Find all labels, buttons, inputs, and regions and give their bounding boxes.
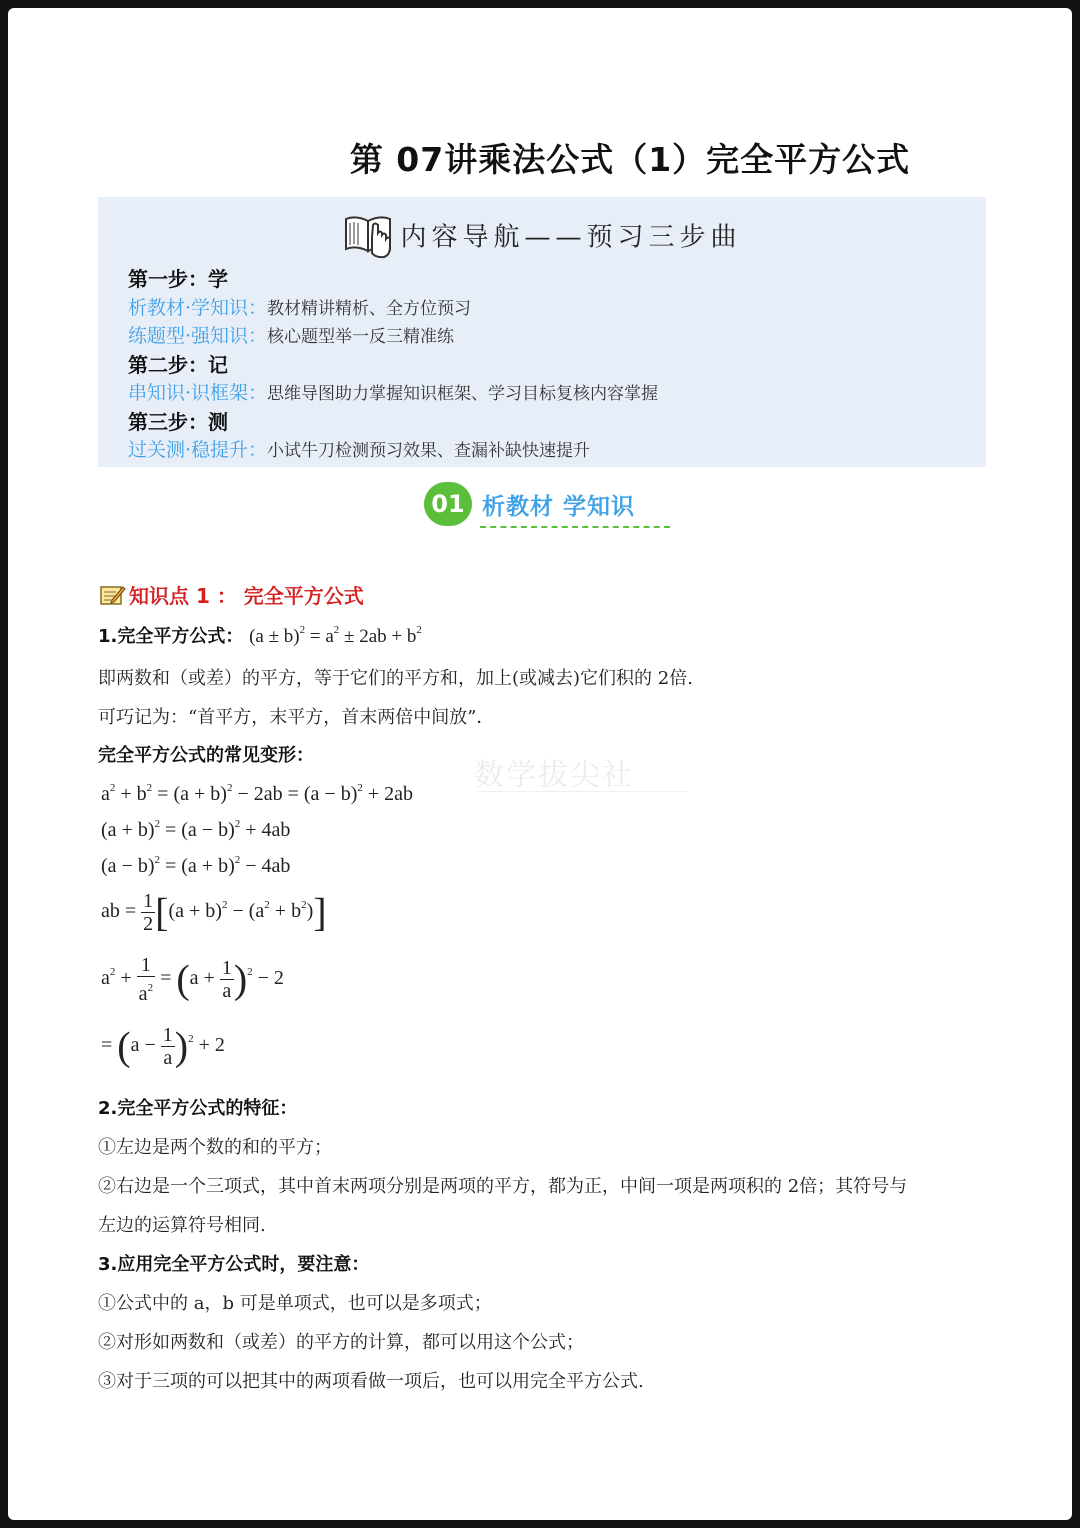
formula-6: = (a − $\frac{1}{a}$ )$^2$ + 2 (101, 1023, 225, 1069)
p2-item-2: ②右边是一个三项式，其中首末两项分别是两项的平方，都为正，中间一项是两项积的 2倍；其符号与 (98, 1176, 908, 1197)
nav-heading (98, 211, 986, 266)
book-icon (342, 211, 396, 266)
fraction: $\frac{1}{2}$ (143, 890, 154, 935)
nav-lines (128, 265, 658, 465)
watermark: 数学拔尖社 (474, 758, 634, 793)
notebook-pencil-icon (100, 584, 126, 611)
p2-item-1: ①左边是两个数的和的平方； (98, 1137, 332, 1158)
p1-line2: 即两数和（或差）的平方，等于它们的平方和，加上(或减去)它们积的 2倍. (98, 668, 693, 689)
step-label: 第一步：学 (128, 267, 228, 291)
nav-item-tag: 过关测·稳提升： (128, 439, 268, 461)
section-label: 析教材 学知识 (482, 494, 636, 520)
nav-item-desc: 思维导图助力掌握知识框架、学习目标复核内容掌握 (267, 384, 659, 404)
page-title: 第 07讲乘法公式（1）完全平方公式 (349, 140, 911, 179)
p1-formula: $(a \pm b)^2 = a^2 \pm 2ab + b^2$ (249, 624, 422, 647)
watermark-line (478, 791, 688, 792)
nav-item-desc: 核心题型举一反三精准练 (267, 327, 455, 347)
section-number: 01 (424, 482, 472, 526)
p3-item-1: ①公式中的 a，b 可是单项式，也可以是多项式； (98, 1293, 492, 1314)
nav-item-tag: 析教材·学知识： (128, 296, 268, 319)
content-navigation-box (98, 197, 986, 467)
nav-step-3 (128, 408, 658, 437)
p2-heading: 2.完全平方公式的特征： (98, 1098, 298, 1119)
knowledge-point-title: 知识点 1 ： 完全平方公式 (129, 584, 364, 608)
p1-label: 1.完全平方公式： (98, 626, 244, 647)
formula-2: $(a + b)^2 = (a - b)^2 + 4ab$ (101, 818, 291, 841)
nav-item-desc: 小试牛刀检测预习效果、查漏补缺快速提升 (267, 441, 591, 461)
step-label: 第二步：记 (128, 352, 228, 377)
formula-1: $a^2 + b^2 = (a + b)^2 - 2ab = (a - b)^2 + 2ab$ (101, 782, 414, 805)
p3-heading: 3.应用完全平方公式时，要注意： (98, 1254, 370, 1275)
nav-item-desc: 教材精讲精析、全方位预习 (267, 298, 472, 319)
nav-heading-text: 内容导航——预习三步曲 (400, 222, 742, 253)
nav-item (128, 379, 658, 408)
nav-step-1 (128, 265, 658, 294)
p3-item-2: ②对形如两数和（或差）的平方的计算，都可以用这个公式； (98, 1332, 584, 1353)
nav-item-tag: 串知识·识框架： (128, 382, 268, 404)
nav-item (128, 322, 658, 351)
p1-line1 (98, 622, 422, 648)
formula-3: $(a - b)^2 = (a + b)^2 - 4ab$ (101, 854, 291, 877)
step-label: 第三步：测 (128, 409, 228, 434)
fraction: $\frac{1}{a}$ (162, 1024, 173, 1069)
nav-item-tag: 练题型·强知识： (128, 325, 268, 347)
page (8, 8, 1072, 1520)
section-underline (480, 526, 670, 528)
knowledge-point-heading (100, 580, 364, 611)
nav-item (128, 436, 658, 465)
fraction: $\frac{1}{a}$ (221, 957, 232, 1002)
p2-item-2-cont: 左边的运算符号相同. (98, 1215, 266, 1236)
nav-step-2 (128, 351, 658, 380)
nav-item (128, 294, 658, 323)
formula-5: $a^2$ + $\frac{1}{a^2}$ = (a + $\frac{1}{a}$ )$^2$ − 2 (101, 954, 284, 1005)
formula-4: ab = $\frac{1}{2}$ $[(a + b)^2 - (a^2 + b^2)]$ (101, 889, 327, 935)
variants-heading: 完全平方公式的常见变形： (98, 745, 314, 766)
p3-item-3: ③对于三项的可以把其中的两项看做一项后，也可以用完全平方公式. (98, 1371, 644, 1392)
p1-line3: 可巧记为：“首平方，末平方，首末两倍中间放”． (98, 707, 495, 728)
fraction: $\frac{1}{a^2}$ (138, 954, 154, 1005)
